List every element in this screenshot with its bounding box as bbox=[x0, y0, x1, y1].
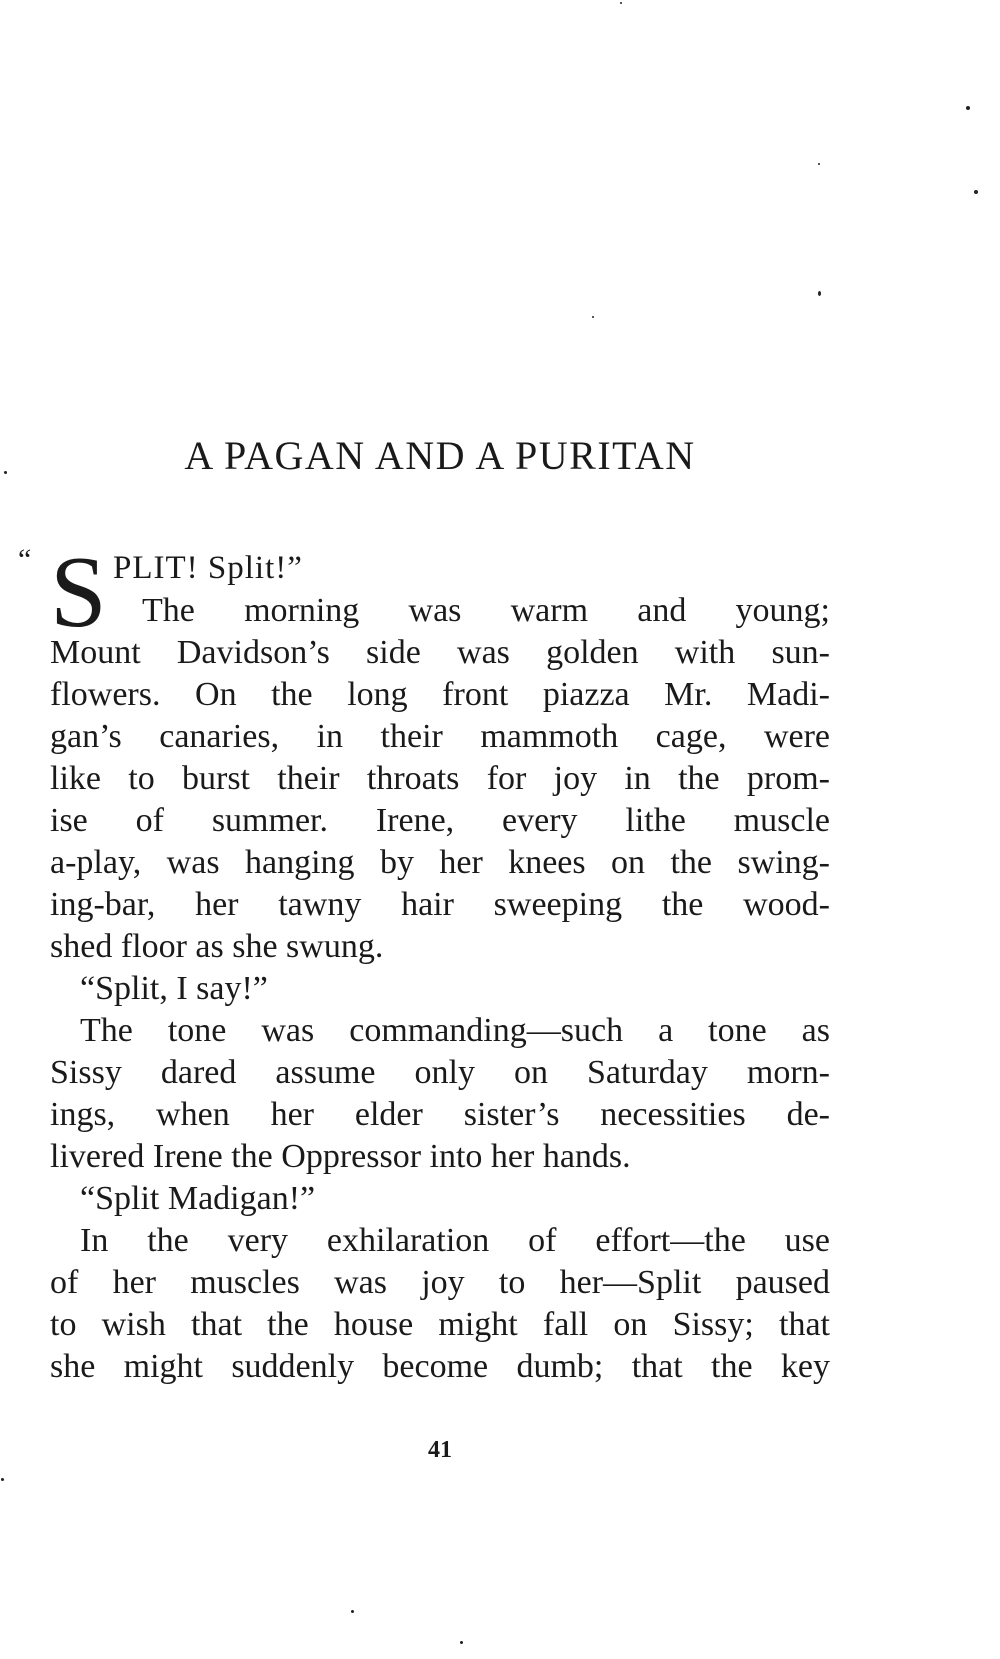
text-line: to wish that the house might fall on Sissy; that bbox=[50, 1306, 830, 1343]
scan-speck bbox=[966, 106, 970, 110]
page-number: 41 bbox=[428, 1437, 452, 1463]
text-line: ing-bar, her tawny hair sweeping the wood- bbox=[50, 886, 830, 923]
text-line: ise of summer. Irene, every lithe muscle bbox=[50, 802, 830, 839]
scan-speck bbox=[351, 1610, 354, 1613]
text-line: The morning was warm and young; bbox=[142, 592, 830, 629]
text-line: shed floor as she swung. bbox=[50, 928, 384, 965]
scan-speck bbox=[620, 2, 622, 4]
scan-speck bbox=[818, 291, 821, 296]
text-line: of her muscles was joy to her—Split paused bbox=[50, 1264, 830, 1301]
text-line: “Split, I say!” bbox=[80, 970, 268, 1007]
text-line: gan’s canaries, in their mammoth cage, were bbox=[50, 718, 830, 755]
text-line: ings, when her elder sister’s necessities de- bbox=[50, 1096, 830, 1133]
text-line: “Split Madigan!” bbox=[80, 1180, 316, 1217]
text-line: a-play, was hanging by her knees on the swing- bbox=[50, 844, 830, 881]
scan-speck bbox=[1, 1478, 4, 1481]
scan-speck bbox=[460, 1641, 463, 1644]
first-line-text: PLIT! Split!” bbox=[113, 550, 303, 586]
opening-quote-mark: “ bbox=[18, 543, 32, 576]
scan-speck bbox=[974, 190, 978, 194]
chapter-title: A PAGAN AND A PURITAN bbox=[184, 433, 696, 478]
text-line: flowers. On the long front piazza Mr. Madi- bbox=[50, 676, 830, 713]
text-line: she might suddenly become dumb; that the key bbox=[50, 1348, 830, 1385]
text-line: like to burst their throats for joy in the prom- bbox=[50, 760, 830, 797]
text-line: livered Irene the Oppressor into her hands. bbox=[50, 1138, 631, 1175]
text-line: The tone was commanding—such a tone as bbox=[80, 1012, 830, 1049]
drop-cap-letter: S bbox=[50, 536, 107, 649]
text-line: Sissy dared assume only on Saturday morn- bbox=[50, 1054, 830, 1091]
text-line: In the very exhilaration of effort—the use bbox=[80, 1222, 830, 1259]
scan-speck bbox=[818, 163, 820, 165]
scan-speck bbox=[592, 316, 594, 318]
text-line: Mount Davidson’s side was golden with sun- bbox=[50, 634, 830, 671]
